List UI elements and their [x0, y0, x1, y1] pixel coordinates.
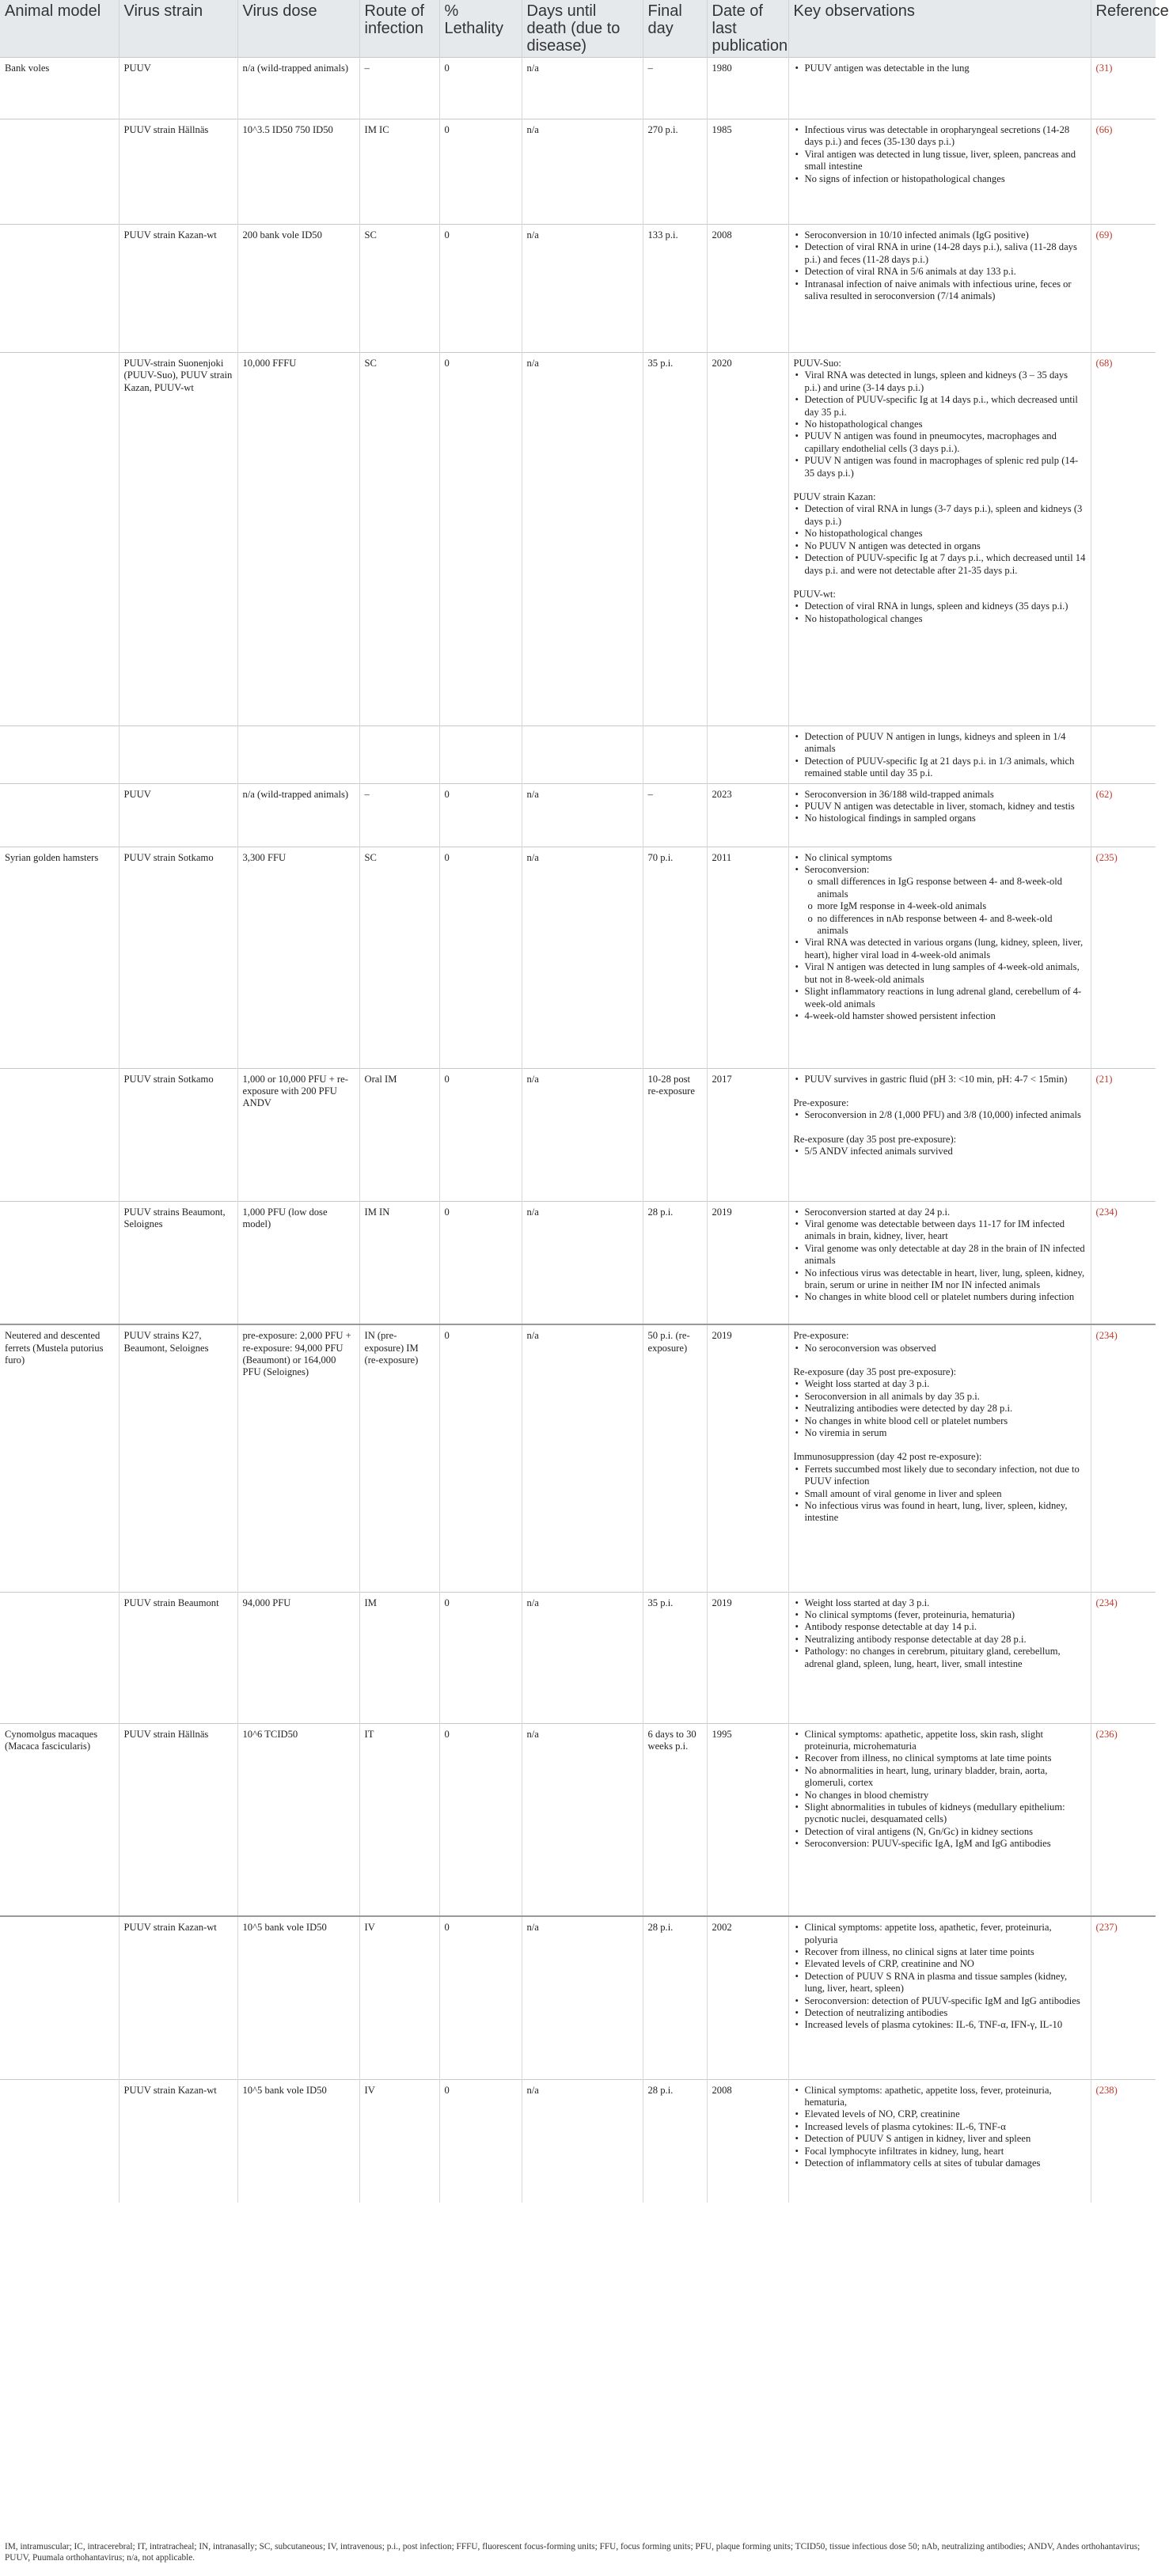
- observation-list: [794, 1378, 1086, 1439]
- cell-strain: PUUV: [119, 783, 237, 847]
- observation-item: • Detection of PUUV S RNA in plasma and tissue samples (kidney, lung, liver, heart, spleen): [794, 1971, 1086, 1995]
- cell-route: SC: [359, 225, 439, 353]
- cell-strain: PUUV strain Kazan-wt: [119, 2079, 237, 2203]
- cell-dose: 10^6 TCID50: [237, 1723, 359, 1916]
- cell-date: 2023: [707, 783, 788, 847]
- observation-item: • Detection of viral RNA in 5/6 animals at day 133 p.i.: [794, 266, 1086, 278]
- cell-route: IV: [359, 1916, 439, 2079]
- cell-observations: [788, 58, 1091, 119]
- observation-block: [794, 229, 1086, 302]
- observation-item: • Seroconversion: detection of PUUV-specific IgM and IgG antibodies: [794, 1995, 1086, 2007]
- cell-observations: [788, 1201, 1091, 1324]
- observation-heading: PUUV-wt:: [793, 588, 836, 600]
- observation-list: [794, 1074, 1086, 1085]
- observation-item: • PUUV antigen was detectable in the lung: [794, 63, 1086, 74]
- cell-lethality: 0: [439, 1723, 522, 1916]
- observation-item: • Neutralizing antibody response detectable at day 28 p.i.: [794, 1634, 1086, 1646]
- observation-item: • Detection of PUUV-specific Ig at 14 days p.i., which decreased until day 35 p.i.: [794, 394, 1086, 419]
- table-body: [0, 58, 1156, 2203]
- observation-subitem: o no differences in nAb response between 4- and 8-week-old animals: [794, 913, 1086, 938]
- observation-subitem: o small differences in IgG response between 4- and 8-week-old animals: [794, 876, 1086, 900]
- cell-observations: [788, 1592, 1091, 1723]
- observation-item: • No infectious virus was found in heart, lung, liver, spleen, kidney, intestine: [794, 1500, 1086, 1525]
- observation-item: • No clinical symptoms: [794, 852, 1086, 864]
- reference-link[interactable]: (62): [1091, 783, 1156, 847]
- observation-item: • Viral genome was detectable between days 11-17 for IM infected animals in brain, kidney, liver, heart: [794, 1218, 1086, 1243]
- observation-block: [794, 358, 1086, 479]
- observation-item: • Clinical symptoms: apathetic, appetite loss, fever, proteinuria, hematuria,: [794, 2085, 1086, 2109]
- observation-item: • Clinical symptoms: apathetic, appetite loss, skin rash, slight proteinuria, microhematuria: [794, 1729, 1086, 1753]
- cell-dose: pre-exposure: 2,000 PFU + re-exposure: 94,000 PFU (Beaumont) or 164,000 PFU (Seloignes): [237, 1324, 359, 1592]
- observation-item: • No histopathological changes: [794, 528, 1086, 540]
- observation-subitem: o more IgM response in 4-week-old animals: [794, 900, 1086, 912]
- cell-route: IM: [359, 1592, 439, 1723]
- observation-block: [794, 1134, 1086, 1158]
- cell-observations: [788, 726, 1091, 784]
- cell-final: 133 p.i.: [643, 225, 707, 353]
- cell-days-death: n/a: [522, 2079, 643, 2203]
- observation-list: [794, 1922, 1086, 2032]
- cell-days-death: n/a: [522, 847, 643, 1068]
- observation-heading: Immunosuppression (day 42 post re-exposure):: [793, 1451, 982, 1463]
- cell-date: 2017: [707, 1068, 788, 1201]
- observation-list: [794, 1464, 1086, 1525]
- observation-item: • No seroconversion was observed: [794, 1343, 1086, 1354]
- cell-days-death: n/a: [522, 119, 643, 225]
- cell-animal: [0, 1068, 119, 1201]
- cell-observations: [788, 783, 1091, 847]
- observation-item: • Viral genome was only detectable at day 28 in the brain of IN infected animals: [794, 1243, 1086, 1267]
- table-row: [0, 847, 1156, 1068]
- observation-heading: Re-exposure (day 35 post pre-exposure):: [793, 1366, 957, 1377]
- observation-item: • Viral antigen was detected in lung tissue, liver, spleen, pancreas and small intestine: [794, 149, 1086, 173]
- observation-item: • Slight inflammatory reactions in lung adrenal gland, cerebellum of 4-week-old animals: [794, 986, 1086, 1010]
- observation-item: • Seroconversion in all animals by day 35 p.i.: [794, 1391, 1086, 1403]
- cell-route: SC: [359, 353, 439, 726]
- cell-final: 35 p.i.: [643, 353, 707, 726]
- observation-item: • Detection of viral RNA in lungs (3-7 days p.i.), spleen and kidneys (3 days p.i.): [794, 503, 1086, 528]
- cell-animal: Bank voles: [0, 58, 119, 119]
- cell-days-death: n/a: [522, 353, 643, 726]
- observation-item: • Antibody response detectable at day 14 p.i.: [794, 1621, 1086, 1633]
- cell-final: 50 p.i. (re-exposure): [643, 1324, 707, 1592]
- cell-lethality: 0: [439, 1592, 522, 1723]
- observation-heading: Pre-exposure:: [793, 1330, 849, 1342]
- cell-strain: PUUV-strain Suonenjoki (PUUV-Suo), PUUV strain Kazan, PUUV-wt: [119, 353, 237, 726]
- column-header: Date of last publication: [707, 0, 788, 58]
- table-row: [0, 1592, 1156, 1723]
- cell-strain: PUUV strain Kazan-wt: [119, 1916, 237, 2079]
- observation-item: • Detection of viral RNA in lungs, spleen and kidneys (35 days p.i.): [794, 600, 1086, 612]
- observation-heading: Re-exposure (day 35 post pre-exposure):: [793, 1133, 957, 1145]
- observation-heading: Pre-exposure:: [793, 1097, 849, 1109]
- observation-list: [794, 503, 1086, 576]
- cell-lethality: 0: [439, 58, 522, 119]
- observation-item: • No abnormalities in heart, lung, urinary bladder, brain, aorta, glomeruli, cortex: [794, 1765, 1086, 1790]
- cell-dose: 10,000 FFFU: [237, 353, 359, 726]
- cell-route: SC: [359, 847, 439, 1068]
- cell-lethality: 0: [439, 1324, 522, 1592]
- observation-list: [794, 1597, 1086, 1670]
- cell-lethality: 0: [439, 783, 522, 847]
- cell-days-death: [522, 726, 643, 784]
- reference-link[interactable]: (31): [1091, 58, 1156, 119]
- cell-observations: [788, 2079, 1091, 2203]
- column-header: Days until death (due to disease): [522, 0, 643, 58]
- reference-link[interactable]: (66): [1091, 119, 1156, 225]
- observation-item: • PUUV N antigen was found in macrophages of splenic red pulp (14-35 days p.i.): [794, 455, 1086, 479]
- cell-days-death: n/a: [522, 783, 643, 847]
- observation-item: • Detection of neutralizing antibodies: [794, 2007, 1086, 2019]
- table-row: [0, 1723, 1156, 1916]
- reference-link[interactable]: (234): [1091, 1201, 1156, 1324]
- reference-link[interactable]: (69): [1091, 225, 1156, 353]
- observation-list: [794, 600, 1086, 625]
- observation-block: [794, 124, 1086, 185]
- cell-date: 1985: [707, 119, 788, 225]
- observation-list: [794, 852, 1086, 1023]
- observation-list: [794, 124, 1086, 185]
- cell-animal: [0, 726, 119, 784]
- cell-days-death: n/a: [522, 58, 643, 119]
- cell-animal: [0, 783, 119, 847]
- observation-item: • Elevated levels of CRP, creatinine and NO: [794, 1958, 1086, 1970]
- observation-list: [794, 1109, 1086, 1121]
- table-row: [0, 58, 1156, 119]
- cell-days-death: n/a: [522, 1592, 643, 1723]
- reference-link[interactable]: (68): [1091, 353, 1156, 726]
- reference-link[interactable]: (236): [1091, 1723, 1156, 1916]
- table-row: [0, 1916, 1156, 2079]
- observation-item: • Clinical symptoms: appetite loss, apathetic, fever, proteinuria, polyuria: [794, 1922, 1086, 1946]
- cell-strain: PUUV strain Kazan-wt: [119, 225, 237, 353]
- reference-link[interactable]: (21): [1091, 1068, 1156, 1201]
- observation-item: • Viral RNA was detected in lungs, spleen and kidneys (3 – 35 days p.i.) and urine (3-14 days p.i.): [794, 369, 1086, 394]
- cell-final: [643, 726, 707, 784]
- cell-days-death: n/a: [522, 225, 643, 353]
- column-header: Key observations: [788, 0, 1091, 58]
- table-row: [0, 783, 1156, 847]
- cell-dose: 200 bank vole ID50: [237, 225, 359, 353]
- column-header: Final day: [643, 0, 707, 58]
- observation-block: [794, 1097, 1086, 1122]
- cell-observations: [788, 1723, 1091, 1916]
- observation-item: • No signs of infection or histopathological changes: [794, 173, 1086, 185]
- observation-item: • Small amount of viral genome in liver and spleen: [794, 1488, 1086, 1500]
- cell-lethality: 0: [439, 119, 522, 225]
- cell-final: 35 p.i.: [643, 1592, 707, 1723]
- observation-block: [794, 1922, 1086, 2032]
- observation-item: • Weight loss started at day 3 p.i.: [794, 1378, 1086, 1390]
- cell-observations: [788, 353, 1091, 726]
- observation-item: • No changes in white blood cell or platelet numbers: [794, 1415, 1086, 1427]
- cell-observations: [788, 119, 1091, 225]
- table-row: [0, 1201, 1156, 1324]
- observation-item: • Seroconversion in 36/188 wild-trapped animals: [794, 789, 1086, 801]
- observation-item: • Detection of viral RNA in urine (14-28 days p.i.), saliva (11-28 days p.i.) and feces (11-28 days p.i.): [794, 241, 1086, 266]
- cell-final: 270 p.i.: [643, 119, 707, 225]
- cell-animal: [0, 1592, 119, 1723]
- observation-item: • No viremia in serum: [794, 1427, 1086, 1439]
- observation-list: [794, 1729, 1086, 1851]
- cell-strain: PUUV strain Sotkamo: [119, 847, 237, 1068]
- observation-heading: PUUV strain Kazan:: [793, 491, 876, 503]
- observation-item: • PUUV N antigen was found in pneumocytes, macrophages and capillary endothelial cells (3 days p.i.).: [794, 430, 1086, 455]
- cell-observations: [788, 1068, 1091, 1201]
- cell-strain: PUUV strain Sotkamo: [119, 1068, 237, 1201]
- observation-list: [794, 789, 1086, 825]
- cell-lethality: 0: [439, 353, 522, 726]
- observation-item: • Detection of viral antigens (N, Gn/Gc) in kidney sections: [794, 1826, 1086, 1838]
- cell-dose: 1,000 or 10,000 PFU + re-exposure with 200 PFU ANDV: [237, 1068, 359, 1201]
- cell-strain: [119, 726, 237, 784]
- observation-list: [794, 2085, 1086, 2170]
- observation-block: [794, 1074, 1086, 1085]
- observation-item: • Focal lymphocyte infiltrates in kidney, lung, heart: [794, 2146, 1086, 2157]
- cell-strain: PUUV: [119, 58, 237, 119]
- observation-item: • Detection of PUUV N antigen in lungs, kidneys and spleen in 1/4 animals: [794, 731, 1086, 756]
- column-header: Route of infection: [359, 0, 439, 58]
- observation-block: [794, 1451, 1086, 1524]
- observation-block: [794, 2085, 1086, 2170]
- observation-item: • Seroconversion:: [794, 864, 1086, 876]
- cell-strain: PUUV strain Hällnäs: [119, 119, 237, 225]
- cell-strain: PUUV strain Beaumont: [119, 1592, 237, 1723]
- cell-dose: [237, 726, 359, 784]
- observation-item: • No changes in white blood cell or platelet numbers during infection: [794, 1291, 1086, 1303]
- observation-item: • No histopathological changes: [794, 419, 1086, 430]
- cell-animal: [0, 1201, 119, 1324]
- observation-item: • 5/5 ANDV infected animals survived: [794, 1146, 1086, 1157]
- observation-item: • Recover from illness, no clinical symptoms at late time points: [794, 1752, 1086, 1764]
- cell-animal: Syrian golden hamsters: [0, 847, 119, 1068]
- cell-route: IT: [359, 1723, 439, 1916]
- cell-dose: 3,300 FFU: [237, 847, 359, 1068]
- cell-date: 2019: [707, 1592, 788, 1723]
- column-header: Reference: [1091, 0, 1156, 58]
- cell-dose: n/a (wild-trapped animals): [237, 783, 359, 847]
- cell-lethality: 0: [439, 1916, 522, 2079]
- cell-strain: PUUV strains Beaumont, Seloignes: [119, 1201, 237, 1324]
- cell-final: –: [643, 783, 707, 847]
- observation-item: • Increased levels of plasma cytokines: IL-6, TNF-α: [794, 2121, 1086, 2133]
- cell-route: –: [359, 58, 439, 119]
- cell-strain: PUUV strain Hällnäs: [119, 1723, 237, 1916]
- observation-list: [794, 1207, 1086, 1304]
- cell-days-death: n/a: [522, 1916, 643, 2079]
- cell-lethality: [439, 726, 522, 784]
- reference-link[interactable]: [1091, 726, 1156, 784]
- cell-dose: 10^5 bank vole ID50: [237, 2079, 359, 2203]
- observation-block: [794, 852, 1086, 1023]
- cell-date: 2019: [707, 1201, 788, 1324]
- observation-item: • Seroconversion started at day 24 p.i.: [794, 1207, 1086, 1218]
- table-row: [0, 1324, 1156, 1592]
- observation-block: [794, 1330, 1086, 1354]
- cell-final: 28 p.i.: [643, 1916, 707, 2079]
- observation-item: • 4-week-old hamster showed persistent infection: [794, 1010, 1086, 1022]
- column-header: Virus strain: [119, 0, 237, 58]
- observation-block: [794, 1207, 1086, 1304]
- observation-item: • Detection of PUUV-specific Ig at 21 days p.i. in 1/3 animals, which remained stable until day 35 p.i.: [794, 756, 1086, 780]
- cell-lethality: 0: [439, 2079, 522, 2203]
- cell-date: 2011: [707, 847, 788, 1068]
- cell-date: 2019: [707, 1324, 788, 1592]
- table-row: [0, 1068, 1156, 1201]
- observation-item: • Intranasal infection of naive animals with infectious urine, feces or saliva resulted in seroconversion (7/14 animals): [794, 278, 1086, 303]
- observation-item: • Weight loss started at day 3 p.i.: [794, 1597, 1086, 1609]
- cell-route: IM IC: [359, 119, 439, 225]
- observation-block: [794, 63, 1086, 74]
- reference-link[interactable]: (234): [1091, 1592, 1156, 1723]
- cell-days-death: n/a: [522, 1324, 643, 1592]
- cell-final: 28 p.i.: [643, 1201, 707, 1324]
- observation-block: [794, 731, 1086, 780]
- cell-dose: 10^3.5 ID50 750 ID50: [237, 119, 359, 225]
- column-header: Animal model: [0, 0, 119, 58]
- table-row: [0, 353, 1156, 726]
- observation-item: • Detection of PUUV-specific Ig at 7 days p.i., which decreased until 14 days p.i. and were not detectable after 21-35 days p.i.: [794, 552, 1086, 577]
- observation-item: • No histopathological changes: [794, 613, 1086, 625]
- cell-observations: [788, 225, 1091, 353]
- cell-dose: 10^5 bank vole ID50: [237, 1916, 359, 2079]
- observation-item: • Pathology: no changes in cerebrum, pituitary gland, cerebellum, adrenal gland, spleen, lung, heart, liver, small intestine: [794, 1646, 1086, 1670]
- observation-block: [794, 491, 1086, 577]
- observation-block: [794, 1729, 1086, 1851]
- observation-item: • Seroconversion in 2/8 (1,000 PFU) and 3/8 (10,000) infected animals: [794, 1109, 1086, 1121]
- observation-block: [794, 589, 1086, 625]
- observation-item: • Viral N antigen was detected in lung samples of 4-week-old animals, but not in 8-week-old animals: [794, 961, 1086, 986]
- observation-list: [794, 63, 1086, 74]
- observation-list: [794, 369, 1086, 479]
- cell-days-death: n/a: [522, 1068, 643, 1201]
- table-header-row: [0, 0, 1156, 58]
- cell-route: IM IN: [359, 1201, 439, 1324]
- observation-item: • Ferrets succumbed most likely due to secondary infection, not due to PUUV infection: [794, 1464, 1086, 1488]
- cell-route: IN (pre-exposure) IM (re-exposure): [359, 1324, 439, 1592]
- observation-item: • Slight abnormalities in tubules of kidneys (medullary epithelium: pycnotic nuclei, desquamated cells): [794, 1801, 1086, 1826]
- cell-route: Oral IM: [359, 1068, 439, 1201]
- cell-dose: 1,000 PFU (low dose model): [237, 1201, 359, 1324]
- observation-item: • Detection of PUUV S antigen in kidney, liver and spleen: [794, 2133, 1086, 2145]
- cell-date: 1995: [707, 1723, 788, 1916]
- cell-animal: [0, 119, 119, 225]
- cell-animal: [0, 353, 119, 726]
- observation-item: • Infectious virus was detectable in oropharyngeal secretions (14-28 days p.i.) and feces (35-130 days p.i.): [794, 124, 1086, 149]
- cell-final: –: [643, 58, 707, 119]
- cell-observations: [788, 847, 1091, 1068]
- cell-final: 10-28 post re-exposure: [643, 1068, 707, 1201]
- table-row: [0, 726, 1156, 784]
- cell-animal: Cynomolgus macaques (Macaca fascicularis): [0, 1723, 119, 1916]
- cell-route: –: [359, 783, 439, 847]
- observation-item: • No infectious virus was detectable in heart, liver, lung, spleen, kidney, brain, serum or urine in neither IM nor IN infected animals: [794, 1267, 1086, 1292]
- column-header: Virus dose: [237, 0, 359, 58]
- observation-item: • No histological findings in sampled organs: [794, 813, 1086, 824]
- observation-block: [794, 1366, 1086, 1439]
- cell-final: 70 p.i.: [643, 847, 707, 1068]
- cell-animal: [0, 2079, 119, 2203]
- observation-item: • Seroconversion: PUUV-specific IgA, IgM and IgG antibodies: [794, 1838, 1086, 1850]
- cell-route: [359, 726, 439, 784]
- observation-heading: PUUV-Suo:: [793, 358, 841, 369]
- cell-final: 6 days to 30 weeks p.i.: [643, 1723, 707, 1916]
- observation-item: • Recover from illness, no clinical signs at later time points: [794, 1946, 1086, 1958]
- cell-strain: PUUV strains K27, Beaumont, Seloignes: [119, 1324, 237, 1592]
- reference-link[interactable]: (235): [1091, 847, 1156, 1068]
- observation-list: [794, 229, 1086, 302]
- cell-date: 2002: [707, 1916, 788, 2079]
- observation-item: • PUUV survives in gastric fluid (pH 3: <10 min, pH: 4-7 < 15min): [794, 1074, 1086, 1085]
- observation-list: [794, 731, 1086, 780]
- cell-animal: Neutered and descented ferrets (Mustela putorius furo): [0, 1324, 119, 1592]
- cell-dose: 94,000 PFU: [237, 1592, 359, 1723]
- observation-item: • Detection of inflammatory cells at sites of tubular damages: [794, 2157, 1086, 2169]
- reference-link[interactable]: (238): [1091, 2079, 1156, 2203]
- observation-item: • Viral RNA was detected in various organs (lung, kidney, spleen, liver, heart), higher viral load in 4-week-old animals: [794, 937, 1086, 961]
- cell-lethality: 0: [439, 847, 522, 1068]
- reference-link[interactable]: (237): [1091, 1916, 1156, 2079]
- cell-date: [707, 726, 788, 784]
- observation-block: [794, 789, 1086, 825]
- observation-list: [794, 1343, 1086, 1354]
- table-row: [0, 225, 1156, 353]
- observation-block: [794, 1597, 1086, 1670]
- observation-item: • Increased levels of plasma cytokines: IL-6, TNF-α, IFN-γ, IL-10: [794, 2019, 1086, 2031]
- observation-item: • No clinical symptoms (fever, proteinuria, hematuria): [794, 1609, 1086, 1621]
- table-row: [0, 2079, 1156, 2203]
- cell-lethality: 0: [439, 225, 522, 353]
- reference-link[interactable]: (234): [1091, 1324, 1156, 1592]
- cell-days-death: n/a: [522, 1723, 643, 1916]
- table-row: [0, 119, 1156, 225]
- table-footnote: IM, intramuscular; IC, intracerebral; IT, intratracheal; IN, intranasally; SC, subcutaneous; IV, intravenous; p.i., post infection; FFFU, fluorescent focus-forming units; FFU, focus forming units; PFU, plaque forming units; TCID50, tissue infectious dose 50; nAb, neutralizing antibodies; ANDV, Andes orthohantavirus; PUUV, Puumala orthohantavirus; n/a, not applicable.: [5, 2542, 1141, 2563]
- cell-animal: [0, 1916, 119, 2079]
- cell-date: 2020: [707, 353, 788, 726]
- cell-lethality: 0: [439, 1201, 522, 1324]
- cell-date: 2008: [707, 225, 788, 353]
- observation-item: • No changes in blood chemistry: [794, 1790, 1086, 1801]
- cell-final: 28 p.i.: [643, 2079, 707, 2203]
- cell-days-death: n/a: [522, 1201, 643, 1324]
- observation-list: [794, 1146, 1086, 1157]
- observation-item: • Seroconversion in 10/10 infected animals (IgG positive): [794, 229, 1086, 241]
- cell-lethality: 0: [439, 1068, 522, 1201]
- cell-date: 2008: [707, 2079, 788, 2203]
- cell-date: 1980: [707, 58, 788, 119]
- observation-item: • Elevated levels of NO, CRP, creatinine: [794, 2108, 1086, 2120]
- observation-item: • PUUV N antigen was detectable in liver, stomach, kidney and testis: [794, 801, 1086, 813]
- observation-item: • No PUUV N antigen was detected in organs: [794, 540, 1086, 552]
- cell-dose: n/a (wild-trapped animals): [237, 58, 359, 119]
- cell-observations: [788, 1324, 1091, 1592]
- cell-animal: [0, 225, 119, 353]
- cell-observations: [788, 1916, 1091, 2079]
- cell-route: IV: [359, 2079, 439, 2203]
- observation-item: • Neutralizing antibodies were detected by day 28 p.i.: [794, 1403, 1086, 1415]
- column-header: % Lethality: [439, 0, 522, 58]
